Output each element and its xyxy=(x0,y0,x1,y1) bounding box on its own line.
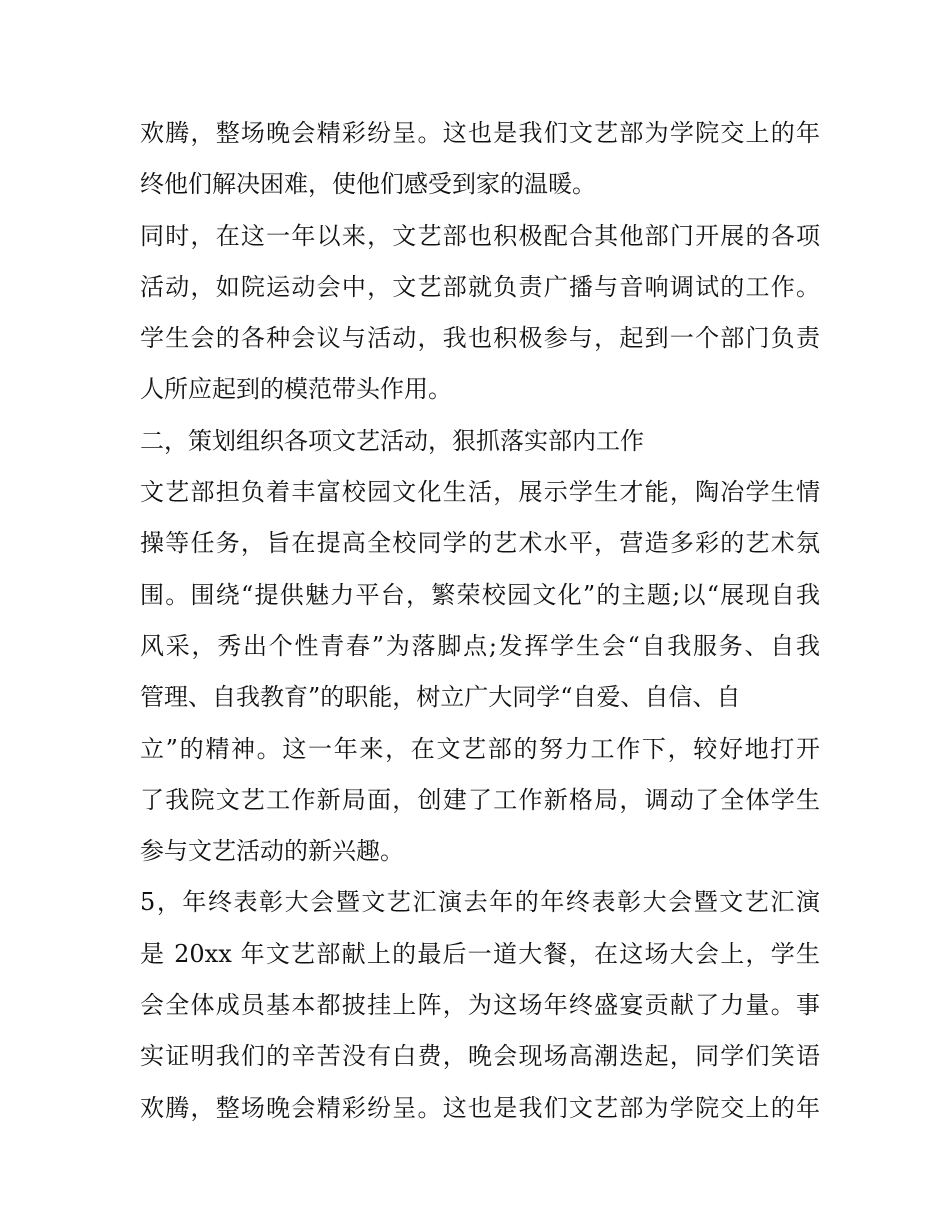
text-line-4: 活动，如院运动会中，文艺部就负责广播与音响调试的工作。 xyxy=(140,272,820,301)
section-heading: 二，策划组织各项文艺活动，狠抓落实部内工作 xyxy=(140,426,644,455)
text-line-20: 欢腾，整场晚会精彩纷呈。这也是我们文艺部为学院交上的年 xyxy=(140,1093,820,1122)
document-body xyxy=(140,108,820,1134)
text-line-8: 文艺部担负着丰富校园文化生活，展示学生才能，陶冶学生情 xyxy=(140,478,820,507)
text-line-14: 了我院文艺工作新局面，创建了工作新格局，调动了全体学生 xyxy=(140,785,820,814)
text-line-19: 实证明我们的辛苦没有白费，晚会现场高潮迭起，同学们笑语 xyxy=(140,1042,820,1071)
text-line-3: 同时，在这一年以来，文艺部也积极配合其他部门开展的各项 xyxy=(140,221,820,250)
text-line-13: 立”的精神。这一年来，在文艺部的努力工作下，较好地打开 xyxy=(140,734,820,763)
text-line-10: 围。围绕“提供魅力平台，繁荣校园文化”的主题;以“展现自我 xyxy=(140,580,820,609)
text-line-17: 是 20xx 年文艺部献上的最后一道大餐，在这场大会上，学生 xyxy=(140,939,820,968)
text-line-11: 风采，秀出个性青春”为落脚点;发挥学生会“自我服务、自我 xyxy=(140,631,820,660)
text-line-15: 参与文艺活动的新兴趣。 xyxy=(140,837,404,866)
text-line-5: 学生会的各种会议与活动，我也积极参与，起到一个部门负责 xyxy=(140,324,820,353)
text-line-18: 会全体成员基本都披挂上阵，为这场年终盛宴贡献了力量。事 xyxy=(140,991,820,1020)
text-line-2: 终他们解决困难，使他们感受到家的温暖。 xyxy=(140,170,596,199)
text-line-6: 人所应起到的模范带头作用。 xyxy=(140,375,452,404)
text-line-12: 管理、自我教育”的职能，树立广大同学“自爱、自信、自 xyxy=(140,683,741,712)
text-line-1: 欢腾，整场晚会精彩纷呈。这也是我们文艺部为学院交上的年 xyxy=(140,119,820,147)
text-line-9: 操等任务，旨在提高全校同学的艺术水平，营造多彩的艺术氛 xyxy=(140,529,820,558)
text-line-16: 5，年终表彰大会暨文艺汇演去年的年终表彰大会暨文艺汇演 xyxy=(140,888,820,917)
